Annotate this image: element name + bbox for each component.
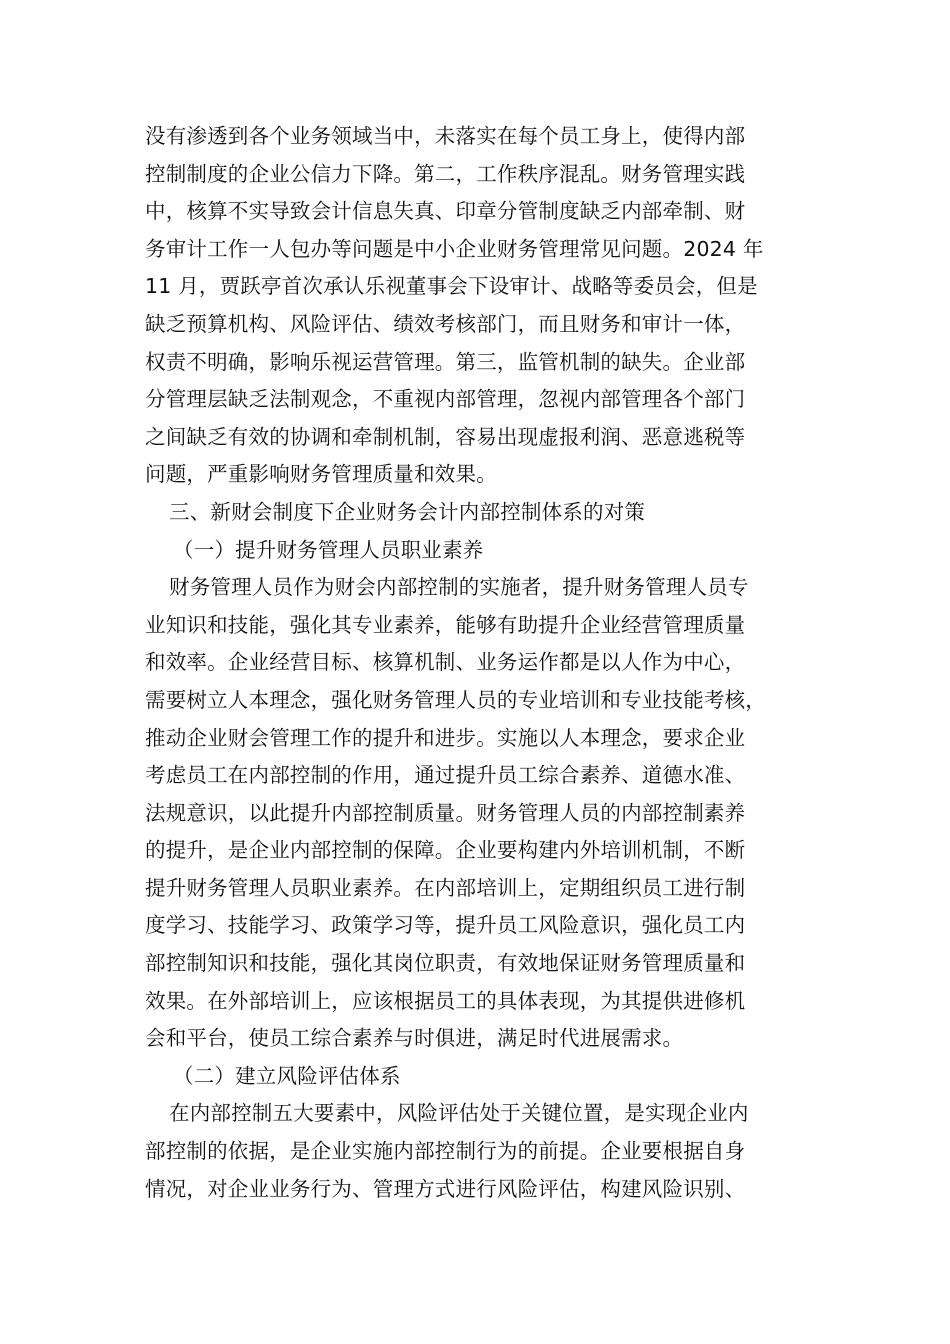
text-line: 会和平台，使员工综合素养与时俱进，满足时代进展需求。	[145, 1026, 684, 1051]
text-line: 和效率。企业经营目标、核算机制、业务运作都是以人作为中心，	[145, 650, 746, 675]
text-line: 度学习、技能学习、政策学习等，提升员工风险意识，强化员工内	[145, 913, 746, 938]
section-heading: 三、新财会制度下企业财务会计内部控制体系的对策	[169, 499, 646, 524]
text-line: 推动企业财会管理工作的提升和进步。实施以人本理念，要求企业	[145, 725, 746, 750]
text-line: 部控制的依据，是企业实施内部控制行为的前提。企业要根据自身	[145, 1139, 746, 1164]
text-line: 提升财务管理人员职业素养。在内部培训上，定期组织员工进行制	[145, 875, 746, 900]
text-line: 在内部控制五大要素中，风险评估处于关键位置，是实现企业内	[169, 1101, 749, 1126]
text-line: 控制制度的企业公信力下降。第二，工作秩序混乱。财务管理实践	[145, 161, 746, 186]
text-line: 11 月，贾跃亭首次承认乐视董事会下设审计、战略等委员会，但是	[145, 274, 758, 299]
text-line: 中，核算不实导致会计信息失真、印章分管制度缺乏内部牵制、财	[145, 199, 746, 224]
text-line: 法规意识，以此提升内部控制质量。财务管理人员的内部控制素养	[145, 800, 746, 825]
subheading-risk-assessment: （二）建立风险评估体系	[173, 1063, 401, 1088]
text-line: 之间缺乏有效的协调和牵制机制，容易出现虚报利润、恶意逃税等	[145, 424, 746, 449]
text-line: 部控制知识和技能，强化其岗位职责，有效地保证财务管理质量和	[145, 951, 746, 976]
text-line: 务审计工作一人包办等问题是中小企业财务管理常见问题。2024 年	[145, 236, 764, 261]
paragraph-continuation	[145, 118, 810, 494]
text-line: 问题，严重影响财务管理质量和效果。	[145, 462, 497, 487]
text-line: 没有渗透到各个业务领域当中，未落实在每个员工身上，使得内部	[145, 124, 746, 148]
subheading-staff-quality: （一）提升财务管理人员职业素养	[173, 537, 484, 562]
paragraph-risk-assessment	[145, 1095, 810, 1208]
text-line: 情况，对企业业务行为、管理方式进行风险评估，构建风险识别、	[145, 1176, 746, 1201]
text-line: 需要树立人本理念，强化财务管理人员的专业培训和专业技能考核，	[145, 687, 766, 712]
text-line: 分管理层缺乏法制观念，不重视内部管理，忽视内部管理各个部门	[145, 387, 746, 412]
document-body	[145, 118, 810, 1208]
text-line: 财务管理人员作为财会内部控制的实施者，提升财务管理人员专	[169, 575, 749, 600]
text-line: 的提升，是企业内部控制的保障。企业要构建内外培训机制，不断	[145, 838, 746, 863]
text-line: 权责不明确，影响乐视运营管理。第三，监管机制的缺失。企业部	[145, 349, 746, 374]
text-line: 业知识和技能，强化其专业素养，能够有助提升企业经营管理质量	[145, 612, 746, 637]
text-line: 效果。在外部培训上，应该根据员工的具体表现，为其提供进修机	[145, 988, 746, 1013]
paragraph-staff-quality	[145, 569, 810, 1058]
text-line: 考虑员工在内部控制的作用，通过提升员工综合素养、道德水准、	[145, 763, 746, 788]
text-line: 缺乏预算机构、风险评估、绩效考核部门，而且财务和审计一体，	[145, 311, 746, 336]
